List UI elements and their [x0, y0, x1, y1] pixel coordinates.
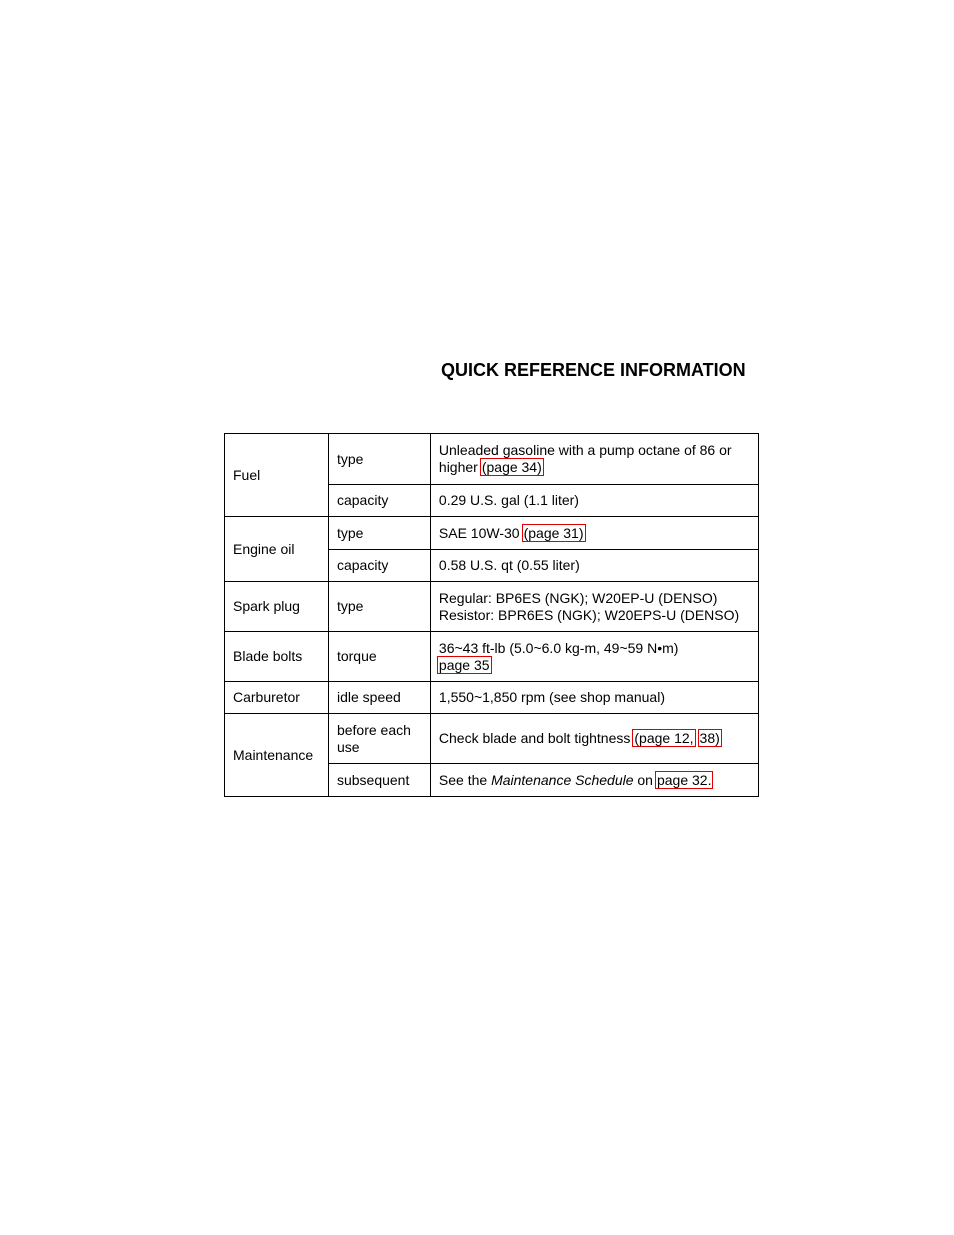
engine-oil-capacity-label: capacity [328, 550, 430, 582]
row-label-engine-oil: Engine oil [225, 517, 329, 582]
spark-plug-regular: Regular: BP6ES (NGK); W20EP-U (DENSO) [438, 589, 718, 606]
maintenance-schedule-title: Maintenance Schedule [491, 771, 634, 788]
table-row [225, 517, 759, 550]
table-row [225, 714, 759, 764]
maintenance-subsequent-value [430, 764, 758, 797]
engine-oil-type-value [430, 517, 758, 550]
maintenance-subsequent-link[interactable]: page 32. [656, 771, 712, 788]
maintenance-before-text: Check blade and bolt tightness [438, 730, 631, 746]
spark-plug-type-label: type [328, 582, 430, 632]
maintenance-subsequent-prefix: See the [438, 771, 488, 788]
row-label-fuel: Fuel [225, 434, 329, 517]
maintenance-before-link-page-38[interactable]: 38) [699, 730, 720, 746]
table-row [225, 434, 759, 485]
fuel-capacity-label: capacity [328, 485, 430, 517]
blade-bolts-torque-text: 36~43 ft-lb (5.0~6.0 kg-m, 49~59 N•m) [438, 639, 679, 656]
fuel-type-value [430, 434, 758, 485]
engine-oil-type-link[interactable]: (page 31) [523, 524, 584, 541]
row-label-carburetor: Carburetor [225, 682, 329, 714]
carburetor-idle-label: idle speed [328, 682, 430, 714]
maintenance-before-link-page-12[interactable]: (page 12, [634, 730, 694, 746]
quick-reference-table [224, 433, 759, 797]
table-row [225, 682, 759, 714]
fuel-type-text: Unleaded gasoline with a pump octane of 86 or higher [438, 442, 732, 475]
blade-bolts-torque-value [430, 632, 758, 682]
maintenance-before-value [430, 714, 758, 764]
engine-oil-type-text: SAE 10W-30 [438, 524, 520, 541]
fuel-type-label: type [328, 434, 430, 485]
page-title: QUICK REFERENCE INFORMATION [441, 360, 746, 380]
carburetor-idle-value: 1,550~1,850 rpm (see shop manual) [430, 682, 758, 714]
maintenance-subsequent-mid: on [637, 771, 653, 788]
maintenance-subsequent-label: subsequent [328, 764, 430, 797]
spark-plug-type-value [430, 582, 758, 632]
table-row [225, 582, 759, 632]
blade-bolts-torque-link[interactable]: page 35 [438, 656, 490, 673]
table-row [225, 632, 759, 682]
spark-plug-resistor: Resistor: BPR6ES (NGK); W20EPS-U (DENSO) [438, 606, 740, 623]
row-label-spark-plug: Spark plug [225, 582, 329, 632]
maintenance-before-label: before each use [328, 714, 430, 764]
blade-bolts-torque-label: torque [328, 632, 430, 682]
row-label-maintenance: Maintenance [225, 714, 329, 797]
engine-oil-type-label: type [328, 517, 430, 550]
fuel-capacity-value: 0.29 U.S. gal (1.1 liter) [430, 485, 758, 517]
engine-oil-capacity-value: 0.58 U.S. qt (0.55 liter) [430, 550, 758, 582]
row-label-blade-bolts: Blade bolts [225, 632, 329, 682]
fuel-type-link[interactable]: (page 34) [481, 459, 542, 475]
